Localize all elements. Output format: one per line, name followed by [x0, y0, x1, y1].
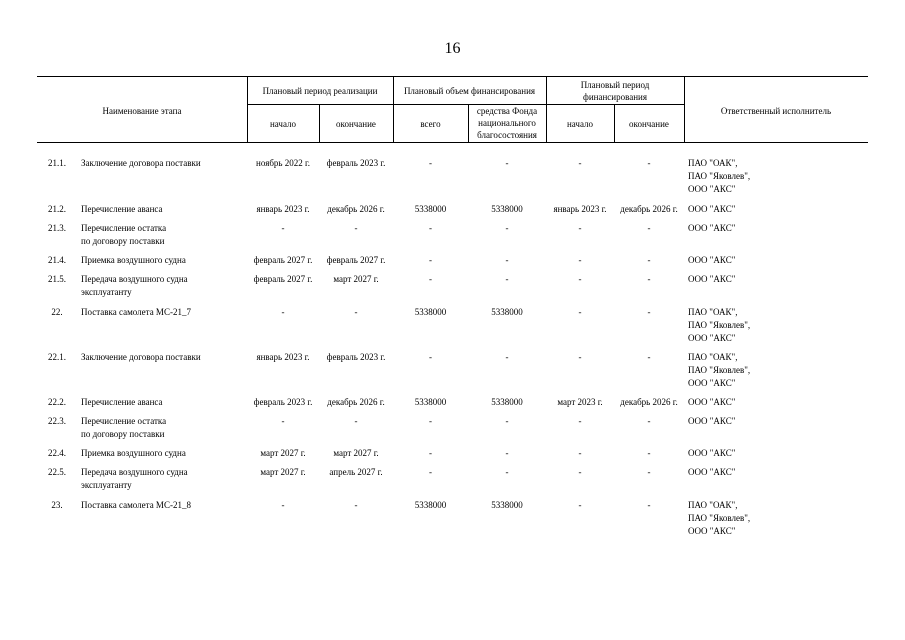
header-responsible: Ответственный исполнитель	[720, 106, 832, 116]
header-start-2: начало	[566, 119, 594, 129]
row-funding-start: январь 2023 г.	[553, 204, 607, 214]
row-name: Приемка воздушного судна	[81, 448, 186, 458]
row-start: февраль 2027 г.	[253, 274, 313, 284]
row-fund: -	[505, 158, 509, 168]
row-number: 22.1.	[48, 352, 66, 362]
row-funding-start: -	[578, 352, 582, 362]
row-end: -	[354, 223, 358, 233]
header-funding-period: Плановый период финансирования	[580, 80, 650, 102]
row-number: 22.4.	[48, 448, 66, 458]
row-funding-start: -	[578, 307, 582, 317]
row-number: 22.2.	[48, 397, 66, 407]
row-fund: 5338000	[491, 397, 523, 407]
row-total: 5338000	[414, 397, 447, 407]
row-responsible: ПАО "ОАК", ПАО "Яковлев", ООО "АКС"	[688, 500, 751, 536]
header-stage-name: Наименование этапа	[102, 106, 182, 116]
row-fund: -	[505, 416, 509, 426]
row-fund: -	[505, 448, 509, 458]
row-total: 5338000	[414, 500, 447, 510]
row-fund: -	[505, 255, 509, 265]
row-responsible: ООО "АКС"	[688, 467, 736, 477]
row-start: февраль 2023 г.	[253, 397, 313, 407]
row-number: 22.3.	[48, 416, 66, 426]
table-top-border	[37, 76, 868, 77]
row-funding-start: -	[578, 500, 582, 510]
row-start: -	[281, 223, 285, 233]
row-funding-end: -	[647, 500, 651, 510]
row-name: Приемка воздушного судна	[81, 255, 186, 265]
row-funding-start: -	[578, 255, 582, 265]
row-start: -	[281, 500, 285, 510]
row-number: 23.	[51, 500, 63, 510]
row-funding-end: -	[647, 158, 651, 168]
header-impl-period: Плановый период реализации	[262, 86, 378, 96]
row-end: март 2027 г.	[333, 448, 379, 458]
row-end: февраль 2023 г.	[326, 158, 386, 168]
row-fund: -	[505, 274, 509, 284]
header-end-2: окончание	[629, 119, 669, 129]
row-start: март 2027 г.	[260, 467, 306, 477]
row-funding-start: -	[578, 158, 582, 168]
row-total: -	[429, 448, 432, 458]
row-total: -	[429, 467, 432, 477]
row-name: Перечисление остатка по договору поставки	[81, 223, 167, 246]
row-total: -	[429, 352, 432, 362]
row-funding-end: -	[647, 255, 651, 265]
row-start: март 2027 г.	[260, 448, 306, 458]
row-name: Перечисление аванса	[81, 204, 163, 214]
row-responsible: ООО "АКС"	[688, 223, 736, 233]
row-end: апрель 2027 г.	[329, 467, 383, 477]
row-funding-end: -	[647, 416, 651, 426]
row-number: 21.5.	[48, 274, 66, 284]
header-subdivider	[247, 104, 684, 105]
row-start: январь 2023 г.	[256, 204, 310, 214]
row-name: Передача воздушного судна эксплуатанту	[81, 467, 188, 490]
row-total: -	[429, 416, 432, 426]
row-funding-end: -	[647, 307, 651, 317]
row-name: Поставка самолета МС-21_8	[81, 500, 191, 510]
row-name: Заключение договора поставки	[81, 352, 201, 362]
row-funding-end: -	[647, 352, 651, 362]
row-end: декабрь 2026 г.	[327, 204, 385, 214]
row-total: -	[429, 223, 432, 233]
row-funding-start: -	[578, 274, 582, 284]
row-responsible: ПАО "ОАК", ПАО "Яковлев", ООО "АКС"	[688, 307, 751, 343]
row-funding-start: -	[578, 448, 582, 458]
row-number: 22.5.	[48, 467, 66, 477]
row-fund: -	[505, 223, 509, 233]
row-start: -	[281, 416, 285, 426]
row-funding-end: -	[647, 448, 651, 458]
row-funding-end: декабрь 2026 г.	[620, 397, 678, 407]
row-fund: 5338000	[491, 307, 523, 317]
row-responsible: ООО "АКС"	[688, 255, 736, 265]
row-funding-start: -	[578, 223, 582, 233]
table-header-bottom-border	[37, 142, 868, 143]
row-responsible: ООО "АКС"	[688, 204, 736, 214]
row-start: ноябрь 2022 г.	[256, 158, 310, 168]
row-end: февраль 2023 г.	[326, 352, 386, 362]
row-total: -	[429, 158, 432, 168]
header-fund: средства Фонда национального благосостояния	[476, 106, 538, 140]
row-start: февраль 2027 г.	[253, 255, 313, 265]
page-number: 16	[444, 40, 461, 57]
row-end: февраль 2027 г.	[326, 255, 386, 265]
header-total: всего	[420, 119, 441, 129]
row-responsible: ООО "АКС"	[688, 397, 736, 407]
row-start: январь 2023 г.	[256, 352, 310, 362]
row-name: Заключение договора поставки	[81, 158, 201, 168]
header-start: начало	[269, 119, 297, 129]
row-funding-start: март 2023 г.	[557, 397, 603, 407]
col-divider	[546, 76, 547, 142]
row-name: Перечисление аванса	[81, 397, 163, 407]
row-responsible: ООО "АКС"	[688, 448, 736, 458]
row-end: март 2027 г.	[333, 274, 379, 284]
row-total: 5338000	[414, 307, 447, 317]
col-divider	[468, 104, 469, 142]
header-end: окончание	[336, 119, 376, 129]
row-end: -	[354, 307, 358, 317]
row-number: 21.2.	[48, 204, 66, 214]
header-funding-volume: Плановый объем финансирования	[403, 86, 536, 96]
row-responsible: ООО "АКС"	[688, 416, 736, 426]
row-funding-start: -	[578, 416, 582, 426]
row-end: декабрь 2026 г.	[327, 397, 385, 407]
row-funding-end: -	[647, 223, 651, 233]
row-name: Перечисление остатка по договору поставки	[81, 416, 167, 439]
row-name: Передача воздушного судна эксплуатанту	[81, 274, 188, 297]
row-total: -	[429, 255, 432, 265]
row-funding-start: -	[578, 467, 582, 477]
row-fund: 5338000	[491, 204, 523, 214]
row-fund: -	[505, 467, 509, 477]
row-number: 21.4.	[48, 255, 66, 265]
row-end: -	[354, 500, 358, 510]
row-fund: -	[505, 352, 509, 362]
row-name: Поставка самолета МС-21_7	[81, 307, 191, 317]
row-responsible: ООО "АКС"	[688, 274, 736, 284]
row-number: 21.1.	[48, 158, 66, 168]
row-funding-end: декабрь 2026 г.	[620, 204, 678, 214]
row-number: 22.	[51, 307, 63, 317]
row-fund: 5338000	[491, 500, 523, 510]
row-number: 21.3.	[48, 223, 66, 233]
row-end: -	[354, 416, 358, 426]
row-start: -	[281, 307, 285, 317]
row-responsible: ПАО "ОАК", ПАО "Яковлев", ООО "АКС"	[688, 158, 751, 194]
row-responsible: ПАО "ОАК", ПАО "Яковлев", ООО "АКС"	[688, 352, 751, 388]
row-funding-end: -	[647, 274, 651, 284]
row-funding-end: -	[647, 467, 651, 477]
row-total: 5338000	[414, 204, 447, 214]
row-total: -	[429, 274, 432, 284]
